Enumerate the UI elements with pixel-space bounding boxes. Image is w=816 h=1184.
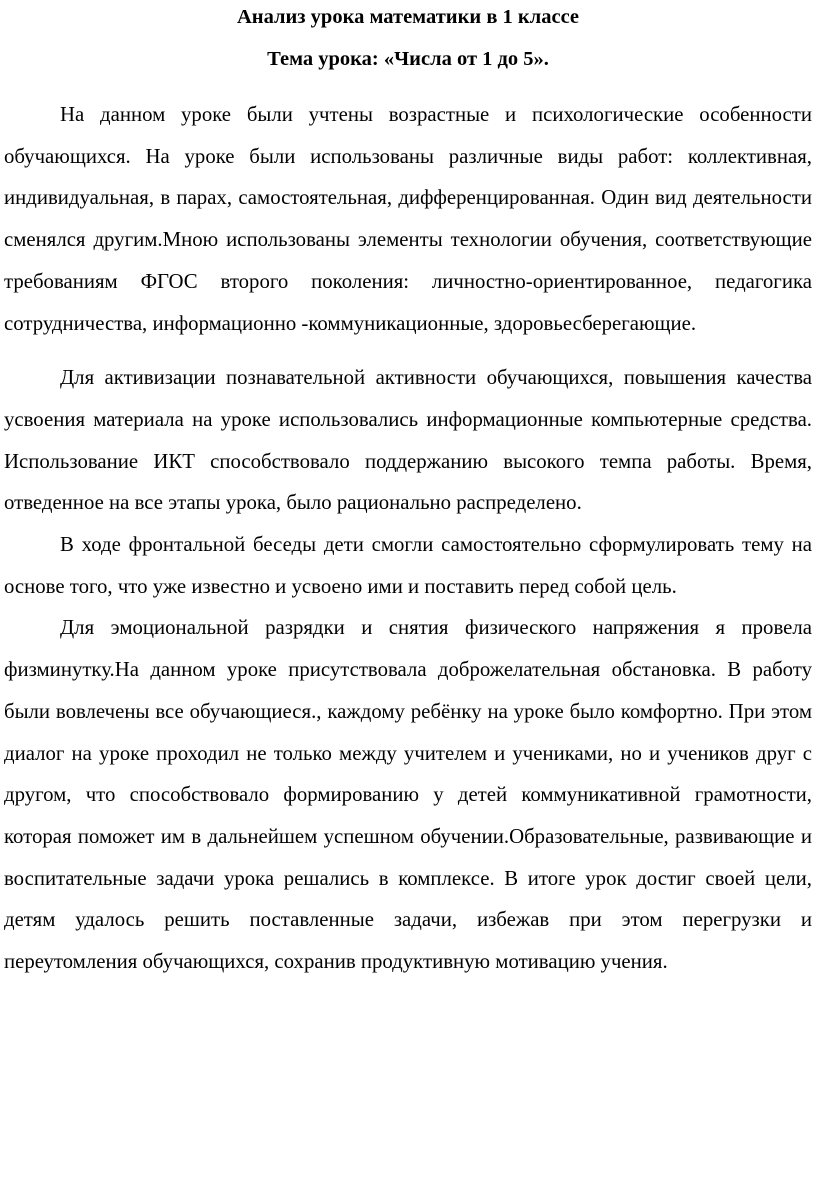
paragraph-ict: Для активизации познавательной активности обучающихся, повышения качества усвоения материала на уроке использовались информационные компьютерные средства. Использование ИКТ способствовало поддержанию высокого темпа работы. Время, отведенное на все этапы урока, было рационально распределено. (4, 366, 812, 515)
paragraph-methods: На данном уроке были учтены возрастные и психологические особенности обучающихся. На уроке были использованы различные виды работ: коллективная, индивидуальная, в парах, самостоятельная, дифференцированная. Один вид деятельности сменялся другим.Мною использованы элементы технологии обучения, соответствующие требованиям ФГОС второго поколения: личностно-ориентированное, педагогика сотрудничества, информационно -коммуникационные, здоровьесберегающие. (4, 103, 812, 335)
lesson-topic: Тема урока: «Числа от 1 до 5». (267, 48, 549, 70)
paragraph-conclusion: Для эмоциональной разрядки и снятия физического напряжения я провела физминутку.На данном уроке присутствовала доброжелательная обстановка. В работу были вовлечены все обучающиеся., каждому ребёнку на уроке было комфортно. При этом диалог на уроке проходил не только между учителем и учениками, но и учеников друг с другом, что способствовало формированию у детей коммуникативной грамотности, которая поможет им в дальнейшем успешном обучении.Образовательные, развивающие и воспитательные задачи урока решались в комплексе. В итоге урок достиг своей цели, детям удалось решить поставленные задачи, избежав при этом перегрузки и переутомления обучающихся, сохранив продуктивную мотивацию учения. (4, 616, 812, 974)
document-title: Анализ урока математики в 1 классе (236, 6, 580, 28)
paragraph-frontal-discussion: В ходе фронтальной беседы дети смогли самостоятельно сформулировать тему на основе того, что уже известно и усвоено ими и поставить перед собой цель. (4, 533, 812, 598)
